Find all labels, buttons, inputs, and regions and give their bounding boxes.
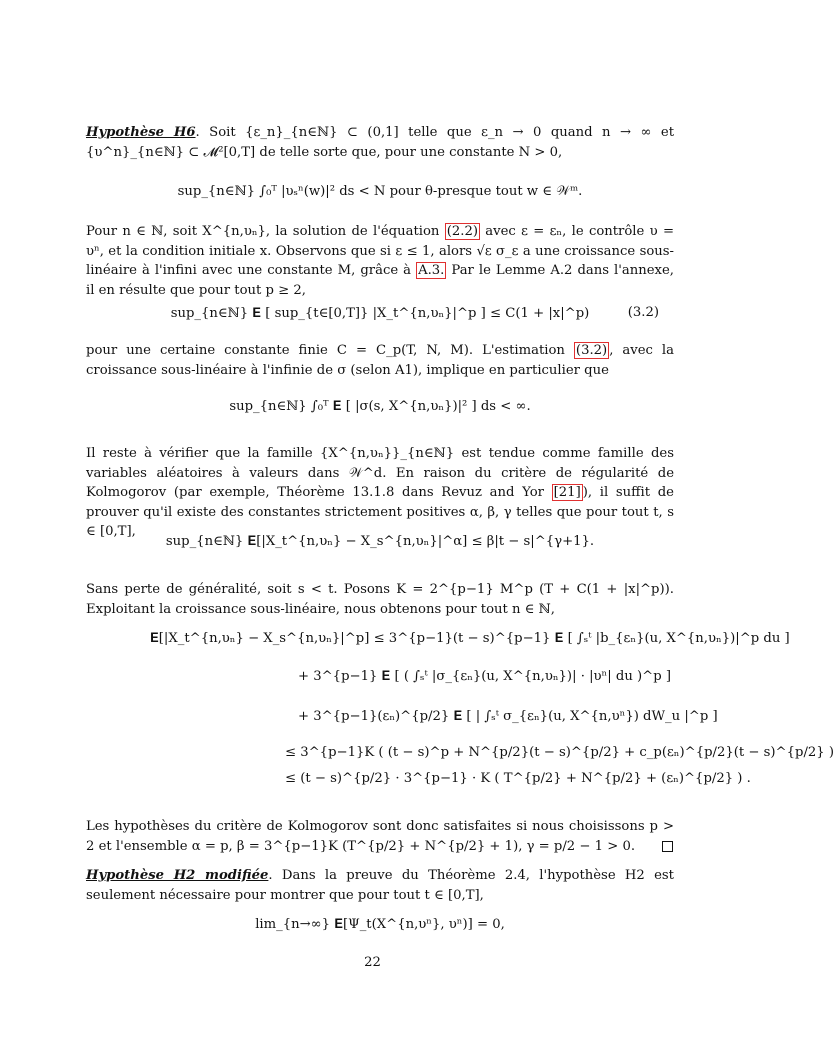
paragraph-estimation: [86, 341, 674, 380]
para4-text-b: ), il suffit de prouver qu'il existe des constantes strictement positives α, β, γ telles que pour tout t, s ∈ [0,T],: [86, 485, 674, 539]
equation-link-2-2[interactable]: (2.2): [446, 224, 478, 239]
para2-text-a: Pour n ∈ ℕ, soit X^{n,υₙ}, la solution de l'équation: [86, 224, 445, 239]
hypothesis-h2-text: . Dans la preuve du Théorème 2.4, l'hypothèse H2 est seulement nécessaire pour montrer que pour tout t ∈ [0,T],: [86, 868, 674, 903]
equation-3-2: sup_{n∈ℕ} 𝐄 [ sup_{t∈[0,T]} |X_t^{n,υₙ}|^p ] ≤ C(1 + |x|^p): [170, 306, 590, 321]
equation-sup-integral: sup_{n∈ℕ} ∫₀ᵀ |υₛⁿ(w)|² ds < N pour θ-presque tout w ∈ 𝒲ᵐ.: [177, 184, 583, 199]
equation-link-3-2[interactable]: (3.2): [575, 343, 608, 358]
para4-text-a: Il reste à vérifier que la famille {X^{n,υₙ}}_{n∈ℕ} est tendue comme famille des variables aléatoires à valeurs dans 𝒲^d. En raison du critère de régularité de Kolmogorov (par exemple, Théorème 13.1.8 dans Revuz and Yor: [86, 446, 674, 500]
hypothesis-h2-paragraph: [86, 866, 674, 905]
para2-text-c: Par le Lemme A.2 dans l'annexe, il en résulte que pour tout p ≥ 2,: [86, 263, 674, 298]
para3-text-b: , avec la croissance sous-linéaire à l'infinie de σ (selon A1), implique en particulier que: [86, 343, 674, 378]
estimate-line-5: ≤ (t − s)^{p/2} · 3^{p−1} · K ( T^{p/2} + N^{p/2} + (εₙ)^{p/2} ) .: [285, 771, 751, 786]
hypothesis-h6-paragraph: [86, 123, 674, 162]
assumption-link-a3[interactable]: A.3.: [418, 263, 445, 278]
equation-limit: lim_{n→∞} 𝐄[Ψ_t(X^{n,υⁿ}, υⁿ)] = 0,: [255, 917, 505, 932]
para2-text-b: avec ε = εₙ, le contrôle υ = υⁿ, et la condition initiale x. Observons que si ε ≤ 1, alors √ε σ_ε a une croissance sous-linéaire à l'infini avec une constante M, grâce à: [86, 224, 674, 278]
equation-number-3-2: (3.2): [627, 305, 659, 320]
para3-text-a: pour une certaine constante finie C = C_p(T, N, M). L'estimation: [86, 343, 574, 358]
paragraph-solution: [86, 222, 674, 300]
estimate-line-3: + 3^{p−1}(εₙ)^{p/2} 𝐄 [ | ∫ₛᵗ σ_{εₙ}(u, X^{n,υⁿ}) dW_u |^p ]: [298, 709, 718, 724]
equation-sigma-bound: sup_{n∈ℕ} ∫₀ᵀ 𝐄 [ |σ(s, X^{n,υₙ})|² ] ds < ∞.: [229, 399, 531, 414]
estimate-line-1: 𝐄[|X_t^{n,υₙ} − X_s^{n,υₙ}|^p] ≤ 3^{p−1}(t − s)^{p−1} 𝐄 [ ∫ₛᵗ |b_{εₙ}(u, X^{n,υₙ})|^p du ]: [150, 631, 790, 646]
citation-link-21[interactable]: [21]: [553, 485, 581, 500]
equation-kolmogorov: sup_{n∈ℕ} 𝐄[|X_t^{n,υₙ} − X_s^{n,υₙ}|^α] ≤ β|t − s|^{γ+1}.: [165, 534, 595, 549]
hypothesis-h2-title: Hypothèse H2 modifiée: [86, 868, 269, 883]
paragraph-sans-perte: Sans perte de généralité, soit s < t. Posons K = 2^{p−1} M^p (T + C(1 + |x|^p)). Exploitant la croissance sous-linéaire, nous obtenons pour tout n ∈ ℕ,: [86, 582, 674, 617]
estimate-line-4: ≤ 3^{p−1}K ( (t − s)^p + N^{p/2}(t − s)^{p/2} + c_p(εₙ)^{p/2}(t − s)^{p/2} ): [285, 745, 834, 760]
qed-square-icon: [662, 841, 673, 852]
paragraph-kolmogorov-satisfied: Les hypothèses du critère de Kolmogorov sont donc satisfaites si nous choisissons p > 2 et l'ensemble α = p, β = 3^{p−1}K (T^{p/2} + N^{p/2} + 1), γ = p/2 − 1 > 0.: [86, 819, 674, 854]
estimate-line-2: + 3^{p−1} 𝐄 [ ( ∫ₛᵗ |σ_{εₙ}(u, X^{n,υₙ})| · |υⁿ| du )^p ]: [298, 669, 671, 684]
hypothesis-h6-title: Hypothèse H6: [86, 125, 196, 140]
page-number: 22: [364, 955, 381, 970]
hypothesis-h6-text: . Soit {ε_n}_{n∈ℕ} ⊂ (0,1] telle que ε_n → 0 quand n → ∞ et {υ^n}_{n∈ℕ} ⊂ 𝓜²[0,T] de telle sorte que, pour une constante N > 0,: [86, 125, 674, 160]
paragraph-tightness: [86, 444, 674, 542]
